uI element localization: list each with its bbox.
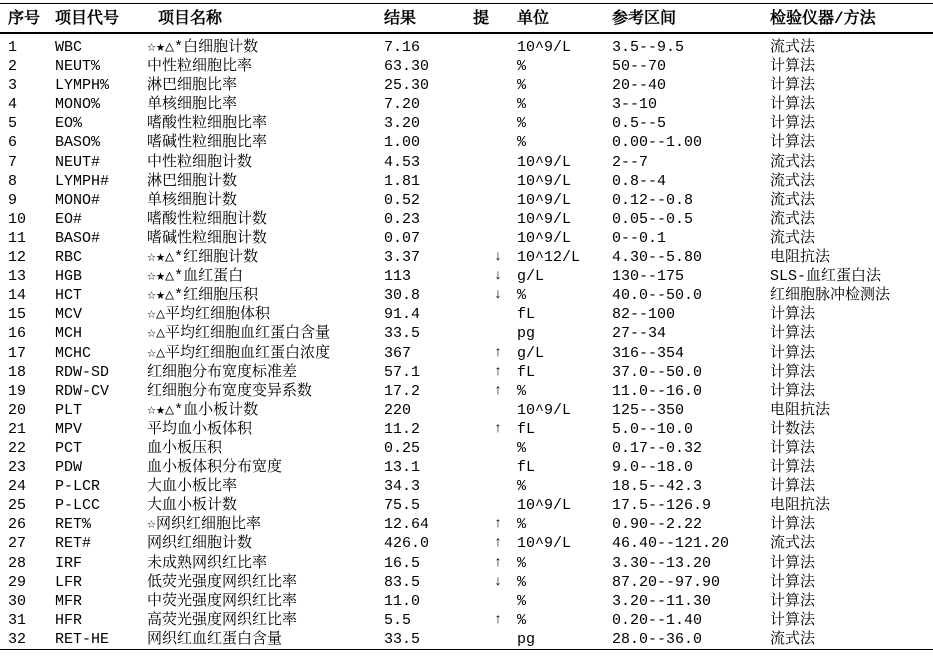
cell-ref: 37.0--50.0 [612,363,703,381]
cell-ref: 20--40 [612,77,667,95]
cell-seq: 24 [8,478,27,496]
cell-ref: 3--10 [612,96,658,114]
cell-unit: % [517,611,527,629]
flag-arrow-icon: ↑ [493,382,503,399]
table-row [0,286,933,305]
cell-method: 流式法 [770,39,816,56]
cell-seq: 29 [8,573,27,591]
cell-method: 计算法 [770,77,816,95]
cell-unit: pg [517,630,536,648]
cell-code: HFR [55,611,83,629]
flag-arrow-icon: ↑ [493,516,503,533]
cell-seq: 28 [8,554,27,572]
cell-result: 7.20 [384,96,421,114]
cell-seq: 25 [8,497,27,515]
cell-code: HCT [55,287,83,305]
flag-arrow-icon [487,458,509,477]
cell-method: 流式法 [770,535,816,553]
cell-method: 流式法 [770,172,816,190]
cell-seq: 2 [8,58,18,76]
table-row [0,534,933,553]
flag-arrow-icon [487,630,509,649]
cell-unit: g/L [517,268,545,286]
cell-ref: 5.0--10.0 [612,420,694,438]
cell-ref: 46.40--121.20 [612,535,730,553]
table-row [0,439,933,458]
cell-seq: 15 [8,306,27,324]
cell-method: 计算法 [770,516,816,534]
cell-code: MPV [55,420,83,438]
cell-name: 中性粒细胞计数 [147,153,253,171]
cell-method: 计算法 [770,439,816,457]
cell-result: 0.07 [384,229,421,247]
cell-unit: g/L [517,344,545,362]
flag-arrow-icon [487,305,509,324]
cell-unit: 10^9/L [517,172,572,190]
cell-seq: 12 [8,249,27,267]
flag-arrow-icon [487,133,509,152]
cell-seq: 23 [8,459,27,477]
flag-arrow-icon [487,114,509,133]
table-row [0,229,933,248]
cell-result: 91.4 [384,306,421,324]
cell-seq: 26 [8,516,27,534]
cell-result: 3.37 [384,249,421,267]
cell-ref: 125--350 [612,401,685,419]
table-row [0,38,933,57]
table-row [0,458,933,477]
cell-result: 16.5 [384,554,421,572]
table-row [0,305,933,324]
cell-seq: 9 [8,191,18,209]
cell-name: 血小板压积 [147,439,223,457]
flag-arrow-icon [487,496,509,515]
cell-method: 计算法 [770,382,816,400]
cell-code: PLT [55,401,83,419]
cell-seq: 11 [8,229,27,247]
cell-unit: 10^9/L [517,191,572,209]
cell-seq: 19 [8,382,27,400]
table-header-row [0,4,933,34]
table-row [0,611,933,630]
table-row [0,95,933,114]
flag-arrow-icon [487,153,509,172]
cell-seq: 21 [8,420,27,438]
flag-arrow-icon [487,191,509,210]
cell-ref: 2--7 [612,153,649,171]
lab-report-table [0,3,933,650]
cell-method: 计算法 [770,115,816,133]
cell-unit: pg [517,325,536,343]
cell-unit: % [517,96,527,114]
cell-result: 25.30 [384,77,430,95]
cell-ref: 18.5--42.3 [612,478,703,496]
cell-seq: 27 [8,535,27,553]
cell-code: BASO# [55,229,101,247]
flag-arrow-icon [487,210,509,229]
cell-name: 嗜碱性粒细胞比率 [147,134,268,152]
cell-name: 大血小板计数 [147,497,238,515]
cell-method: SLS-血红蛋白法 [770,268,882,286]
table-row [0,363,933,382]
table-row [0,153,933,172]
cell-method: 计算法 [770,96,816,114]
table-row [0,76,933,95]
cell-code: P-LCC [55,497,101,515]
cell-seq: 7 [8,153,18,171]
cell-ref: 130--175 [612,268,685,286]
cell-method: 计算法 [770,134,816,152]
cell-name: 未成熟网织红比率 [147,554,268,572]
column-header-method: 检验仪器/方法 [770,10,876,28]
table-row [0,114,933,133]
cell-method: 流式法 [770,153,816,171]
cell-unit: 10^9/L [517,401,572,419]
cell-code: RBC [55,249,83,267]
cell-ref: 28.0--36.0 [612,630,703,648]
table-row [0,191,933,210]
cell-method: 计算法 [770,325,816,343]
flag-arrow-icon: ↓ [493,287,503,304]
cell-result: 33.5 [384,325,421,343]
table-row [0,344,933,363]
table-row [0,133,933,152]
cell-unit: 10^9/L [517,210,572,228]
cell-unit: fL [517,420,536,438]
table-row [0,592,933,611]
flag-arrow-icon: ↓ [493,573,503,590]
cell-name: 中荧光强度网织红比率 [147,592,298,610]
cell-code: P-LCR [55,478,101,496]
cell-ref: 0.90--2.22 [612,516,703,534]
cell-unit: 10^9/L [517,497,572,515]
cell-ref: 50--70 [612,58,667,76]
cell-method: 流式法 [770,210,816,228]
cell-result: 13.1 [384,459,421,477]
column-header-ref: 参考区间 [612,10,677,28]
cell-result: 63.30 [384,58,430,76]
flag-arrow-icon [487,401,509,420]
cell-unit: % [517,115,527,133]
cell-seq: 17 [8,344,27,362]
cell-name: 中性粒细胞比率 [147,58,253,76]
cell-code: LYMPH% [55,77,110,95]
cell-code: WBC [55,39,83,56]
cell-name: 单核细胞比率 [147,96,238,114]
flag-arrow-icon [487,592,509,611]
cell-name: ☆★△*血红蛋白 [147,268,244,286]
column-header-seq: 序号 [8,10,41,28]
flag-arrow-icon: ↑ [493,344,503,361]
cell-unit: 10^9/L [517,535,572,553]
cell-result: 220 [384,401,412,419]
cell-unit: fL [517,306,536,324]
cell-result: 113 [384,268,412,286]
table-row [0,515,933,534]
cell-code: RET# [55,535,92,553]
table-row [0,420,933,439]
table-row [0,630,933,649]
cell-unit: % [517,58,527,76]
cell-method: 计数法 [770,420,816,438]
cell-method: 流式法 [770,191,816,209]
cell-name: 低荧光强度网织红比率 [147,573,298,591]
cell-ref: 3.30--13.20 [612,554,712,572]
cell-ref: 0.12--0.8 [612,191,694,209]
cell-ref: 27--34 [612,325,667,343]
cell-seq: 4 [8,96,18,114]
flag-arrow-icon: ↑ [493,420,503,437]
flag-arrow-icon [487,172,509,191]
cell-seq: 31 [8,611,27,629]
cell-method: 计算法 [770,58,816,76]
cell-result: 426.0 [384,535,430,553]
table-row [0,248,933,267]
cell-name: 嗜碱性粒细胞计数 [147,229,268,247]
cell-name: 淋巴细胞计数 [147,172,238,190]
flag-arrow-icon: ↓ [493,249,503,266]
cell-code: NEUT# [55,153,101,171]
flag-arrow-icon: ↑ [493,611,503,628]
cell-name: ☆△平均红细胞血红蛋白浓度 [147,344,331,362]
cell-result: 34.3 [384,478,421,496]
cell-method: 电阻抗法 [770,401,831,419]
cell-code: PCT [55,439,83,457]
cell-seq: 16 [8,325,27,343]
cell-seq: 32 [8,630,27,648]
cell-name: 血小板体积分布宽度 [147,459,283,477]
cell-unit: 10^9/L [517,229,572,247]
cell-seq: 5 [8,115,18,133]
cell-name: ☆网织红细胞比率 [147,516,262,534]
flag-arrow-icon: ↑ [493,535,503,552]
cell-result: 5.5 [384,611,412,629]
table-row [0,324,933,343]
flag-arrow-icon [487,76,509,95]
cell-code: RDW-CV [55,382,110,400]
flag-arrow-icon [487,229,509,248]
cell-unit: % [517,592,527,610]
cell-ref: 82--100 [612,306,676,324]
table-row [0,401,933,420]
cell-code: RET% [55,516,92,534]
cell-method: 流式法 [770,630,816,648]
cell-ref: 0.17--0.32 [612,439,703,457]
cell-result: 83.5 [384,573,421,591]
cell-code: MFR [55,592,83,610]
cell-name: 大血小板比率 [147,478,238,496]
flag-arrow-icon [487,57,509,76]
cell-code: MCH [55,325,83,343]
column-header-result: 结果 [384,10,417,28]
cell-result: 30.8 [384,287,421,305]
column-header-code: 项目代号 [55,10,120,28]
flag-arrow-icon [487,477,509,496]
cell-unit: fL [517,363,536,381]
cell-code: RDW-SD [55,363,110,381]
table-row [0,57,933,76]
cell-method: 流式法 [770,229,816,247]
cell-method: 计算法 [770,611,816,629]
cell-name: 红细胞分布宽度标准差 [147,363,298,381]
column-header-name: 项目名称 [158,10,223,28]
cell-ref: 0.8--4 [612,172,667,190]
cell-result: 4.53 [384,153,421,171]
cell-code: MONO# [55,191,101,209]
cell-name: 网织红细胞计数 [147,535,253,553]
flag-arrow-icon [487,95,509,114]
cell-method: 计算法 [770,592,816,610]
table-row [0,573,933,592]
cell-code: MCV [55,306,83,324]
cell-method: 计算法 [770,306,816,324]
cell-code: LYMPH# [55,172,110,190]
cell-result: 3.20 [384,115,421,133]
cell-result: 11.2 [384,420,421,438]
cell-unit: % [517,287,527,305]
cell-unit: % [517,439,527,457]
table-body [0,34,933,650]
cell-ref: 0--0.1 [612,229,667,247]
cell-name: 嗜酸性粒细胞计数 [147,210,268,228]
cell-result: 17.2 [384,382,421,400]
cell-ref: 3.20--11.30 [612,592,712,610]
cell-name: ☆△平均红细胞血红蛋白含量 [147,325,331,343]
cell-result: 0.52 [384,191,421,209]
cell-name: ☆★△*白细胞计数 [147,39,259,56]
cell-ref: 40.0--50.0 [612,287,703,305]
cell-ref: 0.20--1.40 [612,611,703,629]
cell-seq: 20 [8,401,27,419]
flag-arrow-icon [487,439,509,458]
cell-result: 1.00 [384,134,421,152]
cell-name: 平均血小板体积 [147,420,253,438]
cell-name: 嗜酸性粒细胞比率 [147,115,268,133]
cell-method: 电阻抗法 [770,249,831,267]
cell-seq: 10 [8,210,27,228]
cell-seq: 6 [8,134,18,152]
cell-name: 淋巴细胞比率 [147,77,238,95]
column-header-flag: 提 [473,10,490,28]
flag-arrow-icon: ↑ [493,554,503,571]
cell-ref: 0.00--1.00 [612,134,703,152]
cell-ref: 0.05--0.5 [612,210,694,228]
cell-unit: % [517,573,527,591]
cell-seq: 22 [8,439,27,457]
cell-ref: 9.0--18.0 [612,459,694,477]
cell-code: EO% [55,115,83,133]
cell-method: 电阻抗法 [770,497,831,515]
cell-code: BASO% [55,134,101,152]
cell-seq: 14 [8,287,27,305]
cell-result: 75.5 [384,497,421,515]
cell-unit: % [517,516,527,534]
cell-method: 计算法 [770,554,816,572]
cell-seq: 3 [8,77,18,95]
cell-result: 11.0 [384,592,421,610]
cell-seq: 8 [8,172,18,190]
table-row [0,172,933,191]
cell-seq: 13 [8,268,27,286]
cell-result: 0.25 [384,439,421,457]
cell-result: 0.23 [384,210,421,228]
cell-name: ☆★△*红细胞计数 [147,249,259,267]
cell-code: PDW [55,459,83,477]
cell-method: 计算法 [770,573,816,591]
cell-seq: 30 [8,592,27,610]
table-row [0,554,933,573]
flag-arrow-icon [487,38,509,57]
cell-name: 网织红血红蛋白含量 [147,630,283,648]
cell-name: ☆★△*红细胞压积 [147,287,259,305]
cell-method: 计算法 [770,344,816,362]
table-row [0,477,933,496]
cell-unit: 10^12/L [517,249,581,267]
cell-code: MONO% [55,96,101,114]
cell-ref: 316--354 [612,344,685,362]
cell-ref: 11.0--16.0 [612,382,703,400]
cell-unit: % [517,554,527,572]
cell-unit: % [517,382,527,400]
cell-result: 12.64 [384,516,430,534]
cell-unit: 10^9/L [517,153,572,171]
flag-arrow-icon: ↑ [493,363,503,380]
cell-name: 单核细胞计数 [147,191,238,209]
cell-result: 1.81 [384,172,421,190]
cell-result: 33.5 [384,630,421,648]
cell-ref: 3.5--9.5 [612,39,685,56]
cell-seq: 1 [8,39,18,56]
cell-seq: 18 [8,363,27,381]
cell-unit: fL [517,459,536,477]
cell-method: 计算法 [770,363,816,381]
cell-ref: 4.30--5.80 [612,249,703,267]
cell-code: RET-HE [55,630,110,648]
table-row [0,382,933,401]
cell-ref: 17.5--126.9 [612,497,712,515]
cell-name: ☆△平均红细胞体积 [147,306,271,324]
cell-unit: % [517,134,527,152]
cell-unit: % [517,77,527,95]
cell-method: 计算法 [770,459,816,477]
cell-code: MCHC [55,344,92,362]
cell-code: EO# [55,210,83,228]
column-header-unit: 单位 [517,10,550,28]
cell-method: 计算法 [770,478,816,496]
table-row [0,210,933,229]
cell-unit: % [517,478,527,496]
cell-code: IRF [55,554,83,572]
cell-name: 高荧光强度网织红比率 [147,611,298,629]
table-row [0,496,933,515]
table-row [0,267,933,286]
cell-result: 367 [384,344,412,362]
cell-ref: 87.20--97.90 [612,573,721,591]
cell-code: HGB [55,268,83,286]
cell-code: NEUT% [55,58,101,76]
cell-code: LFR [55,573,83,591]
cell-result: 57.1 [384,363,421,381]
flag-arrow-icon: ↓ [493,268,503,285]
flag-arrow-icon [487,324,509,343]
cell-name: ☆★△*血小板计数 [147,401,259,419]
cell-method: 红细胞脉冲检测法 [770,287,891,305]
cell-unit: 10^9/L [517,39,572,56]
cell-ref: 0.5--5 [612,115,667,133]
cell-name: 红细胞分布宽度变异系数 [147,382,313,400]
cell-result: 7.16 [384,39,421,56]
